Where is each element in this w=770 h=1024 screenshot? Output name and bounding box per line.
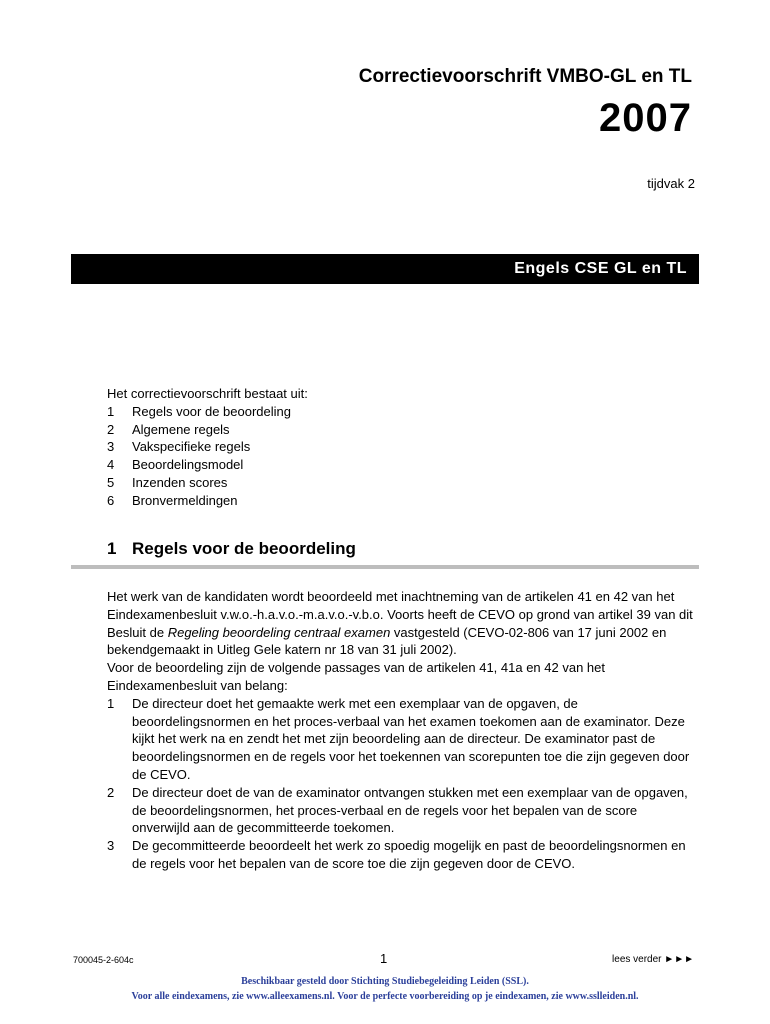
contents-item bbox=[107, 421, 308, 439]
list-item bbox=[107, 784, 697, 837]
contents-item-number: 2 bbox=[107, 421, 115, 437]
contents-item-number: 1 bbox=[107, 403, 115, 419]
section-divider bbox=[71, 565, 699, 569]
contents-item bbox=[107, 474, 308, 492]
section-title: Regels voor de beoordeling bbox=[132, 539, 356, 558]
tijdvak-label: tijdvak 2 bbox=[647, 176, 695, 191]
contents-lead: Het correctievoorschrift bestaat uit: bbox=[107, 386, 308, 401]
section-number: 1 bbox=[107, 539, 117, 558]
contents-item-label: Beoordelingsmodel bbox=[132, 457, 244, 473]
ssl-links-line[interactable]: Voor alle eindexamens, zie www.alleexamens.nl. Voor de perfecte voorbereiding op je eindexamen, zie www.sslleiden.nl. bbox=[131, 991, 639, 1002]
contents-item-label: Vakspecifieke regels bbox=[132, 439, 251, 455]
body-paragraph: Voor de beoordeling zijn de volgende passages van de artikelen 41, 41a en 42 van het Eindexamenbesluit van belang: bbox=[107, 660, 605, 693]
exam-year: 2007 bbox=[599, 96, 692, 140]
list-item-number: 3 bbox=[107, 838, 115, 854]
subject-bar bbox=[71, 254, 699, 284]
ssl-credit-line: Beschikbaar gesteld door Stichting Studiebegeleiding Leiden (SSL). bbox=[241, 976, 529, 987]
list-item-text: De gecommitteerde beoordeelt het werk zo spoedig mogelijk en past de beoordelingsnormen en de regels voor het bepalen van de score toe die zijn gegeven door de CEVO. bbox=[132, 838, 686, 871]
document-code: 700045-2-604c bbox=[73, 955, 134, 965]
contents-item bbox=[107, 438, 308, 456]
list-item-number: 2 bbox=[107, 784, 115, 800]
contents-item-number: 3 bbox=[107, 439, 115, 455]
contents-item bbox=[107, 403, 308, 421]
list-item-text: De directeur doet het gemaakte werk met een exemplaar van de opgaven, de beoordelingsnormen en het proces-verbaal van het examen toekomen aan de examinator. Deze kijkt het werk na en zendt het met zijn beoordeling aan de directeur. De examinator past de beoordelingsnormen en de regels voor het toekennen van scorepunten toe die zijn gegeven door de CEVO. bbox=[132, 695, 690, 782]
paragraph-text: vastgesteld (CEVO-02-806 van 17 juni 2002 en bekendgemaakt in Uitleg Gele katern nr 18 van 31 juli 2002). bbox=[107, 624, 667, 658]
contents-item bbox=[107, 456, 308, 474]
contents-item-number: 4 bbox=[107, 457, 115, 473]
list-item-number: 1 bbox=[107, 695, 115, 711]
contents-item-number: 6 bbox=[107, 492, 115, 508]
page-number: 1 bbox=[380, 951, 388, 966]
contents-item-number: 5 bbox=[107, 474, 115, 490]
body-paragraph bbox=[107, 588, 697, 659]
contents-list bbox=[107, 385, 308, 510]
section-body bbox=[107, 588, 697, 873]
contents-item-label: Inzenden scores bbox=[132, 474, 228, 490]
regulation-title: Regeling beoordeling centraal examen bbox=[167, 624, 391, 640]
list-item bbox=[107, 695, 697, 784]
section-heading bbox=[107, 539, 356, 559]
document-title: Correctievoorschrift VMBO-GL en TL bbox=[358, 66, 692, 87]
list-item bbox=[107, 837, 697, 873]
subject-title: Engels CSE GL en TL bbox=[514, 260, 687, 277]
paragraph-text: Het werk van de kandidaten wordt beoordeeld met inachtneming van de artikelen 41 en 42 van het Eindexamenbesluit v.w.o.-h.a.v.o.-m.a.v.o.-v.b.o. Voorts heeft de CEVO op grond van artikel 39 van dit Besluit de bbox=[107, 589, 693, 640]
contents-item-label: Bronvermeldingen bbox=[132, 492, 238, 508]
contents-item bbox=[107, 492, 308, 510]
continue-label: lees verder ►►► bbox=[612, 954, 694, 965]
contents-item-label: Regels voor de beoordeling bbox=[132, 403, 291, 419]
contents-item-label: Algemene regels bbox=[132, 421, 230, 437]
list-item-text: De directeur doet de van de examinator ontvangen stukken met een exemplaar van de opgaven, de beoordelingsnormen, het proces-verbaal en de regels voor het bepalen van de score onverwijld aan de gecommitteerde toekomen. bbox=[132, 784, 688, 836]
